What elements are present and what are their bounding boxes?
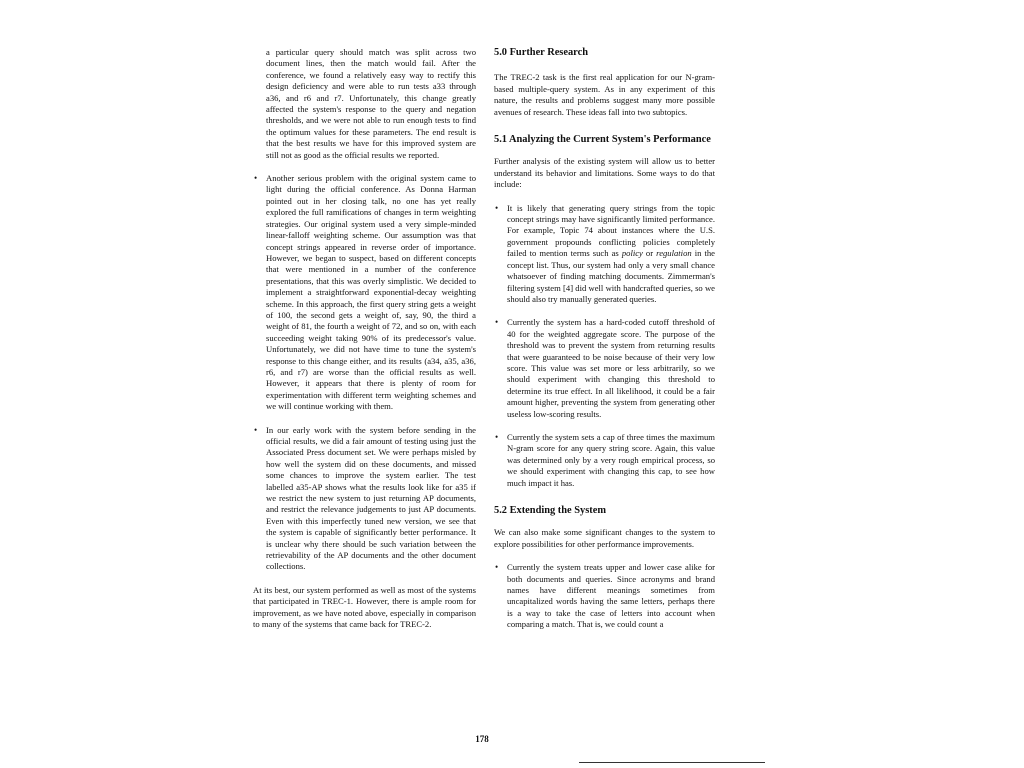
left-bullet-list bbox=[253, 173, 476, 573]
list-item bbox=[494, 203, 715, 306]
bullet-icon: • bbox=[254, 424, 258, 435]
bullet-icon: • bbox=[495, 562, 499, 573]
bullet-text: In our early work with the system before sending in the official results, we did a fair amount of testing using just the Associated Press document set. We were perhaps misled by how well the system did on these documents, and missed some chances to improve the system earlier. The test labelled a35-AP shows what the results look like for a35 if we restrict the new system to just returning AP documents, and restrict the relevance judgements to just AP documents. Even with this imperfectly tuned new version, we see that the system is capable of significantly better performance. It is unclear why there should be such variation between the retrievability of the AP documents and the other document collections. bbox=[266, 424, 476, 572]
continued-bullet-text: a particular query should match was split across two document lines, then the match would fail. After the conference, we found a relatively easy way to rectify this design deficiency and were able to run tests a33 through a36, and r6 and r7. Unfortunately, this change greatly affected the system's response to the query and negation thresholds, and we were not able to run enough tests to find the optimum values for these parameters. The end result is that the best results we have for this improved system are still not as good as the official results we reported. bbox=[266, 47, 476, 160]
bullet-text: Another serious problem with the original system came to light during the official conference. As Donna Harman pointed out in her closing talk, no one has yet really explored the full ramifications of changes in term weighting strategies. Our original system used a very simple-minded linear-falloff weighting scheme. Our assumption was that concept strings appeared in reverse order of importance. However, we began to suspect, based on different concepts that were mentioned in a number of the conference presentations, that this was overly simplistic. We decided to implement a straightforward exponential-decay weighting scheme. In this approach, the first query string gets a weight of 100, the second gets a weight of, say, 90, the third a weight of 81, the fourth a weight of 72, and so on, with each succeeding weight taking 90% of its predecessor's value. Unfortunately, we did not have time to tune the system's response to this change either, and its results (a34, a35, a36, r6, and r7) are worse than the official results as well. However, it appears that there is plenty of room for experimentation with different term weighting schemes and we will continue working with them. bbox=[266, 173, 476, 412]
list-item bbox=[494, 432, 715, 489]
section-heading-5-0: 5.0 Further Research bbox=[494, 47, 588, 58]
section-heading-5-2: 5.2 Extending the System bbox=[494, 505, 606, 516]
right-column bbox=[494, 47, 715, 631]
left-column bbox=[253, 47, 476, 631]
bullet-icon: • bbox=[254, 173, 258, 184]
section-5-1-intro: Further analysis of the existing system will allow us to better understand its behavior and limitations. Some ways to do that include: bbox=[494, 156, 715, 190]
bullet-icon: • bbox=[495, 431, 499, 442]
section-5-1-bullet-list bbox=[494, 203, 715, 489]
list-item bbox=[494, 317, 715, 420]
section-5-2-intro: We can also make some significant changes to the system to explore possibilities for other performance improvements. bbox=[494, 527, 715, 549]
list-item bbox=[253, 173, 476, 413]
page-number: 178 bbox=[475, 734, 489, 744]
list-item bbox=[494, 562, 715, 630]
footer-rule bbox=[579, 762, 765, 763]
emphasis-regulation: regulation bbox=[656, 248, 692, 259]
emphasis-policy: policy bbox=[621, 248, 643, 259]
bullet-text: Currently the system has a hard-coded cutoff threshold of 40 for the weighted aggregate score. The purpose of the threshold was to prevent the system from returning results that were guaranteed to be noise because of their very low score. This value was set more or less arbitrarily, so we should experiment with changing this threshold to determine its true effect. In all likelihood, it could be a fair amount higher, preventing the system from generating other useless low-scoring results. bbox=[507, 317, 715, 419]
section-heading-5-1: 5.1 Analyzing the Current System's Performance bbox=[494, 134, 711, 146]
section-5-2-bullet-list bbox=[494, 562, 715, 630]
bullet-text: Currently the system sets a cap of three times the maximum N-gram score for any query string score. Again, this value was determined only by a very rough empirical process, so we should experiment with changing this cap, to see how much impact it has. bbox=[507, 431, 715, 488]
bullet-icon: • bbox=[495, 317, 499, 328]
closing-paragraph: At its best, our system performed as well as most of the systems that participated in TREC-1. However, there is ample room for improvement, as we have noted above, especially in comparison to many of the systems that came back for TREC-2. bbox=[253, 584, 476, 630]
bullet-text: Currently the system treats upper and lower case alike for both documents and queries. Since acronyms and brand names have different meanings sometimes from uncapitalized words having the same letters, perhaps there is a way to take the case of letters into account when comparing a match. That is, we could count a bbox=[507, 562, 715, 630]
section-5-0-body: The TREC-2 task is the first real application for our N-gram-based multiple-query system. As in any experiment of this nature, the results and problems suggest many more possible avenues of research. These ideas fall into two subtopics. bbox=[494, 72, 715, 117]
bullet-icon: • bbox=[495, 202, 499, 213]
list-item bbox=[253, 425, 476, 573]
bullet-text: It is likely that generating query strings from the topic concept strings may have significantly limited performance. For example, Topic 74 about instances where the U.S. government propounds conflicting policies completely failed to mention terms such as policy or regulation in the concept list. Thus, our system had only a very small chance whatsoever of finding matching documents. Zimmerman's filtering system [4] did well with handcrafted queries, so we should also try manually generated queries. bbox=[507, 202, 715, 304]
